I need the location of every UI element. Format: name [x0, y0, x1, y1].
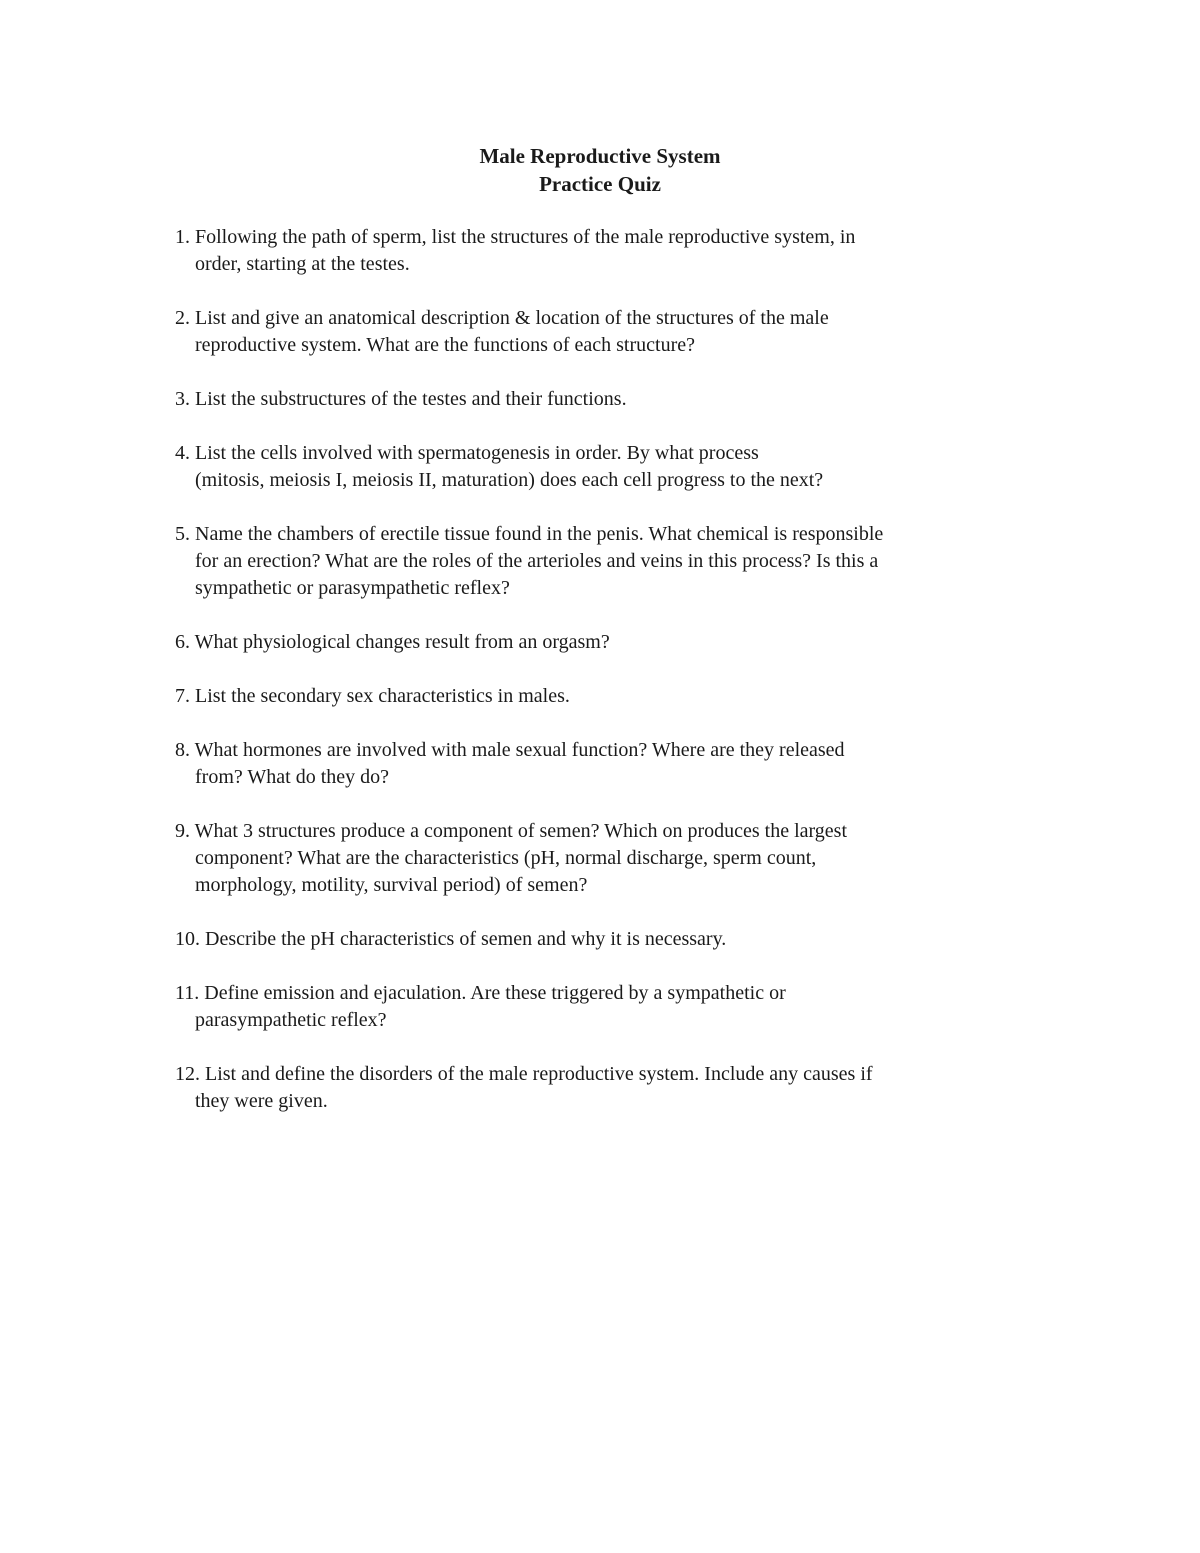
question-item: [175, 521, 1035, 602]
question-text-continued: order, starting at the testes.: [195, 253, 410, 275]
question-item: [175, 737, 1035, 791]
question-text-continued: (mitosis, meiosis I, meiosis II, maturation) does each cell progress to the next?: [195, 469, 824, 491]
question-list: [175, 224, 1035, 1142]
question-item: [175, 980, 1035, 1034]
question-text: 4. List the cells involved with spermatogenesis in order. By what process: [175, 442, 759, 464]
question-text-continued: from? What do they do?: [195, 766, 390, 788]
question-text-continued: for an erection? What are the roles of the arterioles and veins in this process? Is this a: [195, 550, 879, 572]
question-item: [175, 386, 1035, 413]
question-text: 6. What physiological changes result from an orgasm?: [175, 631, 610, 653]
question-text: 3. List the substructures of the testes and their functions.: [175, 388, 627, 410]
question-text: 8. What hormones are involved with male sexual function? Where are they released: [175, 739, 845, 761]
question-text-continued: they were given.: [195, 1090, 328, 1112]
question-text-continued: component? What are the characteristics (pH, normal discharge, sperm count,: [195, 847, 817, 869]
question-text: 10. Describe the pH characteristics of semen and why it is necessary.: [175, 928, 727, 950]
document-title: Male Reproductive System: [479, 144, 721, 168]
question-item: [175, 224, 1035, 278]
question-text-continued: reproductive system. What are the functions of each structure?: [195, 334, 695, 356]
question-text: 5. Name the chambers of erectile tissue found in the penis. What chemical is responsible: [175, 523, 884, 545]
question-text: 9. What 3 structures produce a component of semen? Which on produces the largest: [175, 820, 848, 842]
question-text: 11. Define emission and ejaculation. Are these triggered by a sympathetic or: [175, 982, 786, 1004]
question-item: [175, 440, 1035, 494]
question-item: [175, 629, 1035, 656]
question-text: 12. List and define the disorders of the male reproductive system. Include any causes if: [175, 1063, 873, 1085]
question-text-continued: morphology, motility, survival period) of semen?: [195, 874, 588, 896]
question-text: 1. Following the path of sperm, list the structures of the male reproductive system, in: [175, 226, 856, 248]
question-item: [175, 683, 1035, 710]
question-text-continued: sympathetic or parasympathetic reflex?: [195, 577, 510, 599]
question-text-continued: parasympathetic reflex?: [195, 1009, 387, 1031]
question-text: 7. List the secondary sex characteristics in males.: [175, 685, 570, 707]
document-subtitle: Practice Quiz: [539, 172, 661, 196]
question-text: 2. List and give an anatomical description & location of the structures of the male: [175, 307, 829, 329]
title-block: [0, 142, 1200, 198]
question-item: [175, 1061, 1035, 1115]
question-item: [175, 926, 1035, 953]
question-item: [175, 818, 1035, 899]
question-item: [175, 305, 1035, 359]
